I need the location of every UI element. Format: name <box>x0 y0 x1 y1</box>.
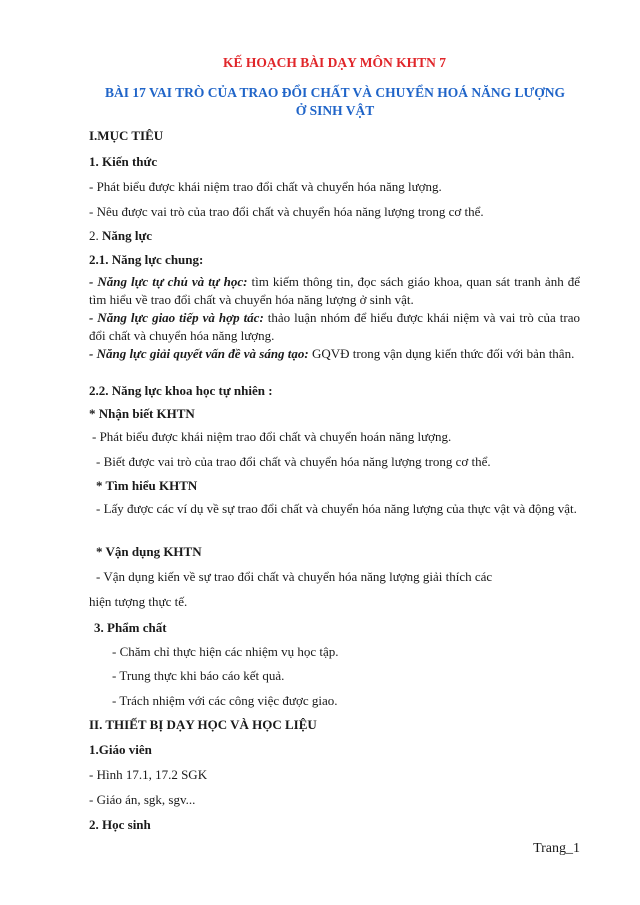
competence-label: Năng lực <box>102 228 153 243</box>
teacher-item-1: - Hình 17.1, 17.2 SGK <box>89 767 208 782</box>
knowledge-item-2: - Nêu được vai trò của trao đổi chất và chuyển hóa năng lượng trong cơ thể. <box>89 204 484 219</box>
competence-text-3: GQVĐ trong vận dụng kiến thức đối với bản thân. <box>308 346 575 361</box>
heading-recognize: * Nhận biết KHTN <box>89 406 195 421</box>
explore-item-1: - Lấy được các ví dụ về sự trao đổi chất và chuyển hóa năng lượng của thực vật và động vật. <box>96 501 577 516</box>
competence-text-2: thảo luận nhóm để hiểu được khái niệm và vai trò của trao đổi chất và chuyển hóa năng lượng. <box>89 310 581 343</box>
page-number: Trang_1 <box>533 841 580 856</box>
recognize-item-2: - Biết được vai trò của trao đổi chất và chuyển hóa năng lượng trong cơ thể. <box>96 454 491 469</box>
competence-paragraph-3 <box>89 345 580 363</box>
qualities-item-2: - Trung thực khi báo cáo kết quả. <box>112 668 285 683</box>
knowledge-item-1: - Phát biểu được khái niệm trao đổi chất và chuyển hóa năng lượng. <box>89 179 442 194</box>
heading-general-competence: 2.1. Năng lực chung: <box>89 252 204 267</box>
heading-science-competence: 2.2. Năng lực khoa học tự nhiên : <box>89 383 273 398</box>
qualities-item-1: - Chăm chỉ thực hiện các nhiệm vụ học tập. <box>112 644 339 659</box>
competence-label-2: - Năng lực giao tiếp và hợp tác: <box>89 310 264 325</box>
competence-paragraph-2 <box>89 309 580 344</box>
competence-label-1: - Năng lực tự chủ và tự học: <box>89 274 248 289</box>
qualities-item-3: - Trách nhiệm với các công việc được giao. <box>112 693 338 708</box>
heading-qualities: 3. Phẩm chất <box>94 620 167 635</box>
heading-teacher: 1.Giáo viên <box>89 742 152 757</box>
competence-text-1: tìm kiếm thông tin, đọc sách giáo khoa, quan sát tranh ảnh để tìm hiểu về trao đổi chất và chuyển hóa năng lượng ở sinh vật. <box>89 274 581 307</box>
teacher-item-2: - Giáo án, sgk, sgv... <box>89 792 196 807</box>
section-heading-equipment: II. THIẾT BỊ DẠY HỌC VÀ HỌC LIỆU <box>89 717 317 732</box>
heading-knowledge: 1. Kiến thức <box>89 154 158 169</box>
competence-paragraph-1 <box>89 273 580 308</box>
heading-apply: * Vận dụng KHTN <box>96 544 202 559</box>
heading-competence <box>89 227 580 245</box>
competence-label-3: - Năng lực giải quyết vấn đề và sáng tạo: <box>89 346 309 361</box>
competence-number: 2. <box>89 228 99 243</box>
apply-item-1-continued: hiện tượng thực tế. <box>89 594 188 609</box>
section-heading-objectives: I.MỤC TIÊU <box>89 128 164 143</box>
lesson-title: BÀI 17 VAI TRÒ CỦA TRAO ĐỔI CHẤT VÀ CHUYỂN HOÁ NĂNG LƯỢNG Ở SINH VẬT <box>104 85 566 118</box>
heading-explore: * Tìm hiểu KHTN <box>96 478 198 493</box>
apply-item-1: - Vận dụng kiến về sự trao đổi chất và chuyển hóa năng lượng giải thích các <box>96 569 493 584</box>
heading-student: 2. Học sinh <box>89 817 151 832</box>
recognize-item-1: - Phát biểu được khái niệm trao đổi chất và chuyển hoán năng lượng. <box>92 429 452 444</box>
document-title: KẾ HOẠCH BÀI DẠY MÔN KHTN 7 <box>222 55 446 70</box>
